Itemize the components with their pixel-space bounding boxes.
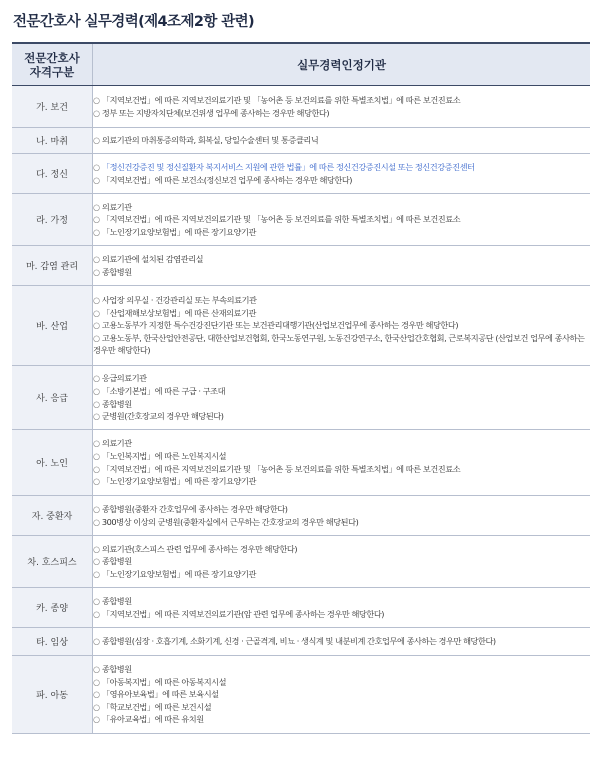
institution-item [93,555,590,568]
circle-bullet-icon: ○ [93,516,100,527]
qualification-category: 카. 종양 [12,588,93,628]
institution-list [93,366,591,430]
institution-text: 「산업재해보상보험법」에 따른 산재의료기관 [101,307,256,318]
institution-text: 「아동복지법」에 따른 아동복지시설 [101,676,227,687]
circle-bullet-icon: ○ [93,543,100,554]
circle-bullet-icon: ○ [93,476,100,487]
institution-text: 「노인장기요양보험법」에 따른 장기요양기관 [101,226,256,237]
institution-text: 「소방기본법」에 따른 구급 · 구조대 [101,385,226,396]
circle-bullet-icon: ○ [93,201,100,212]
circle-bullet-icon: ○ [93,664,100,675]
institution-text: 의료기관 [101,438,132,449]
circle-bullet-icon: ○ [93,307,100,318]
institution-item [93,398,590,411]
qualification-category: 사. 응급 [12,366,93,430]
qualification-category: 가. 보건 [12,86,93,128]
institution-text: 「노인장기요양보험법」에 따른 장기요양기관 [101,568,256,579]
table-row [12,194,590,246]
institution-text: 정부 또는 지방자치단체(보건위생 업무에 종사하는 경우만 해당한다) [101,107,330,118]
circle-bullet-icon: ○ [93,636,100,647]
qualification-category: 파. 아동 [12,656,93,734]
qualification-category: 라. 가정 [12,194,93,246]
institution-list [93,628,591,656]
table-row [12,496,590,536]
qualification-category: 아. 노인 [12,430,93,496]
table-row [12,656,590,734]
institution-text: 종합병원(중환자 간호업무에 종사하는 경우만 해당한다) [101,503,288,514]
circle-bullet-icon: ○ [93,295,100,306]
institution-text: 「유아교육법」에 따른 유치원 [101,714,204,725]
institution-text: 「지역보건법」에 따른 지역보건의료기관(암 관련 업무에 종사하는 경우만 해당한다) [101,608,385,619]
institution-list [93,656,591,734]
table-body [12,86,590,734]
institution-list [93,246,591,286]
circle-bullet-icon: ○ [93,411,100,422]
qualification-category: 다. 정신 [12,154,93,194]
table-row [12,246,590,286]
circle-bullet-icon: ○ [93,714,100,725]
institution-item [93,688,590,701]
table-row [12,154,590,194]
circle-bullet-icon: ○ [93,438,100,449]
institution-list [93,588,591,628]
circle-bullet-icon: ○ [93,332,100,343]
institution-item [93,266,590,279]
institution-text: 「정신건강증진 및 정신질환자 복지서비스 지원에 관한 법률」에 따른 정신건강증진시설 또는 정신건강증진센터 [101,161,475,172]
institution-text: 고용노동부가 지정한 특수건강진단기관 또는 보건관리대행기관(산업보건업무에 종사하는 경우만 해당한다) [101,320,459,331]
institution-item [93,450,590,463]
table-row [12,430,590,496]
institution-item [93,503,590,516]
institution-text: 의료기관 [101,201,132,212]
institution-item [93,437,590,450]
institution-item [93,319,590,332]
institution-text: 「학교보건법」에 따른 보건시설 [101,701,212,712]
institution-item [93,294,590,307]
institution-text: 「지역보건법」에 따른 지역보건의료기관 및 「농어촌 등 보건의료를 위한 특별조치법」에 따른 보건진료소 [101,94,461,105]
institution-text: 「지역보건법」에 따른 보건소(정신보건 업무에 종사하는 경우만 해당한다) [101,174,353,185]
circle-bullet-icon: ○ [93,608,100,619]
qualification-category: 타. 임상 [12,628,93,656]
institution-item [93,568,590,581]
institution-text: 「지역보건법」에 따른 지역보건의료기관 및 「농어촌 등 보건의료를 위한 특별조치법」에 따른 보건진료소 [101,214,461,225]
institution-item [93,201,590,214]
institution-text: 응급의료기관 [101,373,147,384]
table-row [12,128,590,154]
circle-bullet-icon: ○ [93,135,100,146]
table-row [12,366,590,430]
qualification-category: 마. 감염 관리 [12,246,93,286]
institution-text: 종합병원 [101,398,132,409]
institution-item [93,595,590,608]
header-qualification [12,43,93,86]
circle-bullet-icon: ○ [93,556,100,567]
institution-text: 고용노동부, 한국산업안전공단, 대한산업보건협회, 한국노동연구원, 노동건강연구소, 한국산업간호협회, 근로복지공단 (산업보건 업무에 종사하는 경우만 해당한다) [93,332,585,356]
institution-item [93,543,590,556]
qualification-category: 바. 산업 [12,286,93,366]
institution-item [93,635,590,648]
institution-item [93,161,590,174]
header-qualification-line2: 자격구분 [29,64,75,79]
circle-bullet-icon: ○ [93,398,100,409]
institution-text: 의료기관의 마취통증의학과, 회복실, 당일수술센터 및 통증클리닉 [101,135,319,146]
qualification-category: 차. 호스피스 [12,536,93,588]
circle-bullet-icon: ○ [93,161,100,172]
circle-bullet-icon: ○ [93,595,100,606]
page-title: 전문간호사 실무경력(제4조제2항 관련) [13,14,255,30]
institution-item [93,134,590,147]
table-row [12,588,590,628]
institution-item [93,332,590,357]
institution-list [93,86,591,128]
institution-text: 300병상 이상의 군병원(중환자실에서 근무하는 간호장교의 경우만 해당된다) [101,516,359,527]
table-row [12,628,590,656]
institution-list [93,430,591,496]
circle-bullet-icon: ○ [93,320,100,331]
circle-bullet-icon: ○ [93,385,100,396]
institution-item [93,385,590,398]
circle-bullet-icon: ○ [93,107,100,118]
table-row [12,86,590,128]
institution-text: 「노인복지법」에 따른 노인복지시설 [101,450,227,461]
table-header-row [12,43,590,86]
institution-list [93,286,591,366]
circle-bullet-icon: ○ [93,463,100,474]
table-row [12,536,590,588]
qualification-category: 자. 중환자 [12,496,93,536]
institution-item [93,94,590,107]
circle-bullet-icon: ○ [93,226,100,237]
institution-list [93,154,591,194]
circle-bullet-icon: ○ [93,503,100,514]
circle-bullet-icon: ○ [93,701,100,712]
institution-item [93,663,590,676]
institution-text: 「노인장기요양보험법」에 따른 장기요양기관 [101,476,256,487]
qualification-category: 나. 마취 [12,128,93,154]
circle-bullet-icon: ○ [93,373,100,384]
institution-text: 「지역보건법」에 따른 지역보건의료기관 및 「농어촌 등 보건의료를 위한 특별조치법」에 따른 보건진료소 [101,463,461,474]
circle-bullet-icon: ○ [93,568,100,579]
institution-item [93,410,590,423]
institution-item [93,107,590,120]
institution-text: 「영유아보육법」에 따른 보육시설 [101,689,219,700]
institution-text: 의료기관에 설치된 감염관리실 [101,253,204,264]
institution-list [93,496,591,536]
circle-bullet-icon: ○ [93,214,100,225]
experience-table [12,42,590,734]
institution-text: 사업장 의무실 · 건강관리실 또는 부속의료기관 [101,295,257,306]
institution-item [93,226,590,239]
institution-item [93,213,590,226]
header-qualification-line1: 전문간호사 [24,50,80,65]
institution-text: 종합병원 [101,595,132,606]
institution-text: 군병원(간호장교의 경우만 해당된다) [101,411,224,422]
institution-item [93,608,590,621]
institution-list [93,536,591,588]
institution-text: 종합병원(심장 · 호흡기계, 소화기계, 신경 · 근골격계, 비뇨 · 생식계 및 내분비계 간호업무에 종사하는 경우만 해당한다) [101,636,496,647]
institution-item [93,701,590,714]
institution-text: 종합병원 [101,664,132,675]
circle-bullet-icon: ○ [93,689,100,700]
institution-list [93,194,591,246]
institution-text: 의료기관(호스피스 관련 업무에 종사하는 경우만 해당한다) [101,543,298,554]
institution-text: 종합병원 [101,266,132,277]
institution-text: 종합병원 [101,556,132,567]
institution-list [93,128,591,154]
institution-item [93,174,590,187]
table-row [12,286,590,366]
institution-item [93,372,590,385]
circle-bullet-icon: ○ [93,94,100,105]
circle-bullet-icon: ○ [93,174,100,185]
institution-item [93,307,590,320]
header-institutions: 실무경력인정기관 [93,43,591,86]
institution-item [93,676,590,689]
circle-bullet-icon: ○ [93,450,100,461]
institution-item [93,713,590,726]
institution-item [93,463,590,476]
institution-item [93,475,590,488]
circle-bullet-icon: ○ [93,266,100,277]
circle-bullet-icon: ○ [93,676,100,687]
institution-item [93,516,590,529]
institution-item [93,253,590,266]
circle-bullet-icon: ○ [93,253,100,264]
